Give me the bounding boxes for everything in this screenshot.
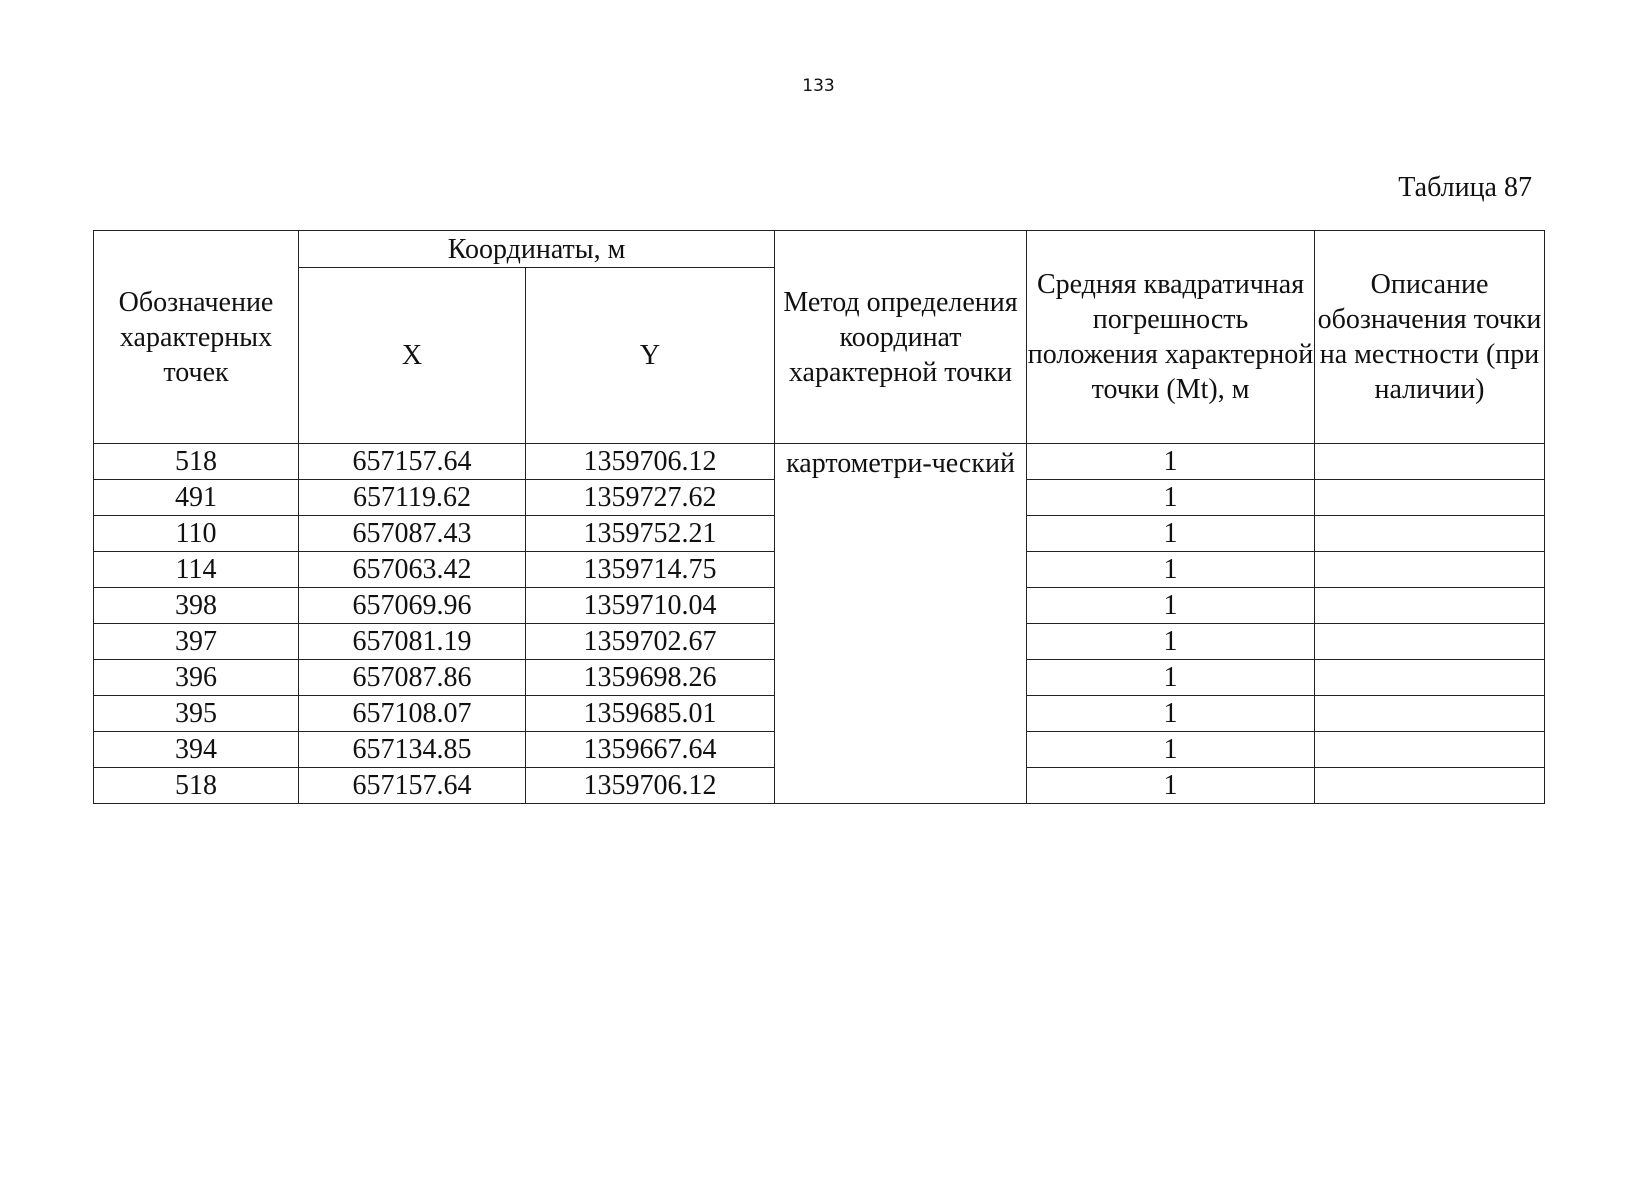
point-cell: 110 (94, 516, 299, 552)
point-cell: 398 (94, 588, 299, 624)
description-cell (1315, 768, 1545, 804)
x-cell: 657063.42 (299, 552, 526, 588)
table-caption: Таблица 87 (1398, 172, 1532, 203)
y-cell: 1359714.75 (526, 552, 775, 588)
point-cell: 518 (94, 444, 299, 480)
header-coordinates: Координаты, м (299, 231, 775, 268)
coordinates-table (93, 230, 1545, 804)
point-cell: 396 (94, 660, 299, 696)
table-row (94, 444, 1545, 480)
y-cell: 1359698.26 (526, 660, 775, 696)
x-cell: 657119.62 (299, 480, 526, 516)
description-cell (1315, 732, 1545, 768)
point-cell: 395 (94, 696, 299, 732)
y-cell: 1359706.12 (526, 444, 775, 480)
x-cell: 657108.07 (299, 696, 526, 732)
x-cell: 657157.64 (299, 444, 526, 480)
x-cell: 657087.86 (299, 660, 526, 696)
y-cell: 1359685.01 (526, 696, 775, 732)
method-cell: картометри-ческий (775, 444, 1027, 804)
mt-cell: 1 (1027, 768, 1315, 804)
page-number: 133 (802, 76, 835, 96)
x-cell: 657087.43 (299, 516, 526, 552)
y-cell: 1359752.21 (526, 516, 775, 552)
point-cell: 397 (94, 624, 299, 660)
mt-cell: 1 (1027, 444, 1315, 480)
description-cell (1315, 516, 1545, 552)
mt-cell: 1 (1027, 588, 1315, 624)
mt-cell: 1 (1027, 732, 1315, 768)
mt-cell: 1 (1027, 696, 1315, 732)
mt-cell: 1 (1027, 624, 1315, 660)
point-cell: 518 (94, 768, 299, 804)
y-cell: 1359667.64 (526, 732, 775, 768)
header-method: Метод определения координат характерной точки (775, 231, 1027, 444)
point-cell: 491 (94, 480, 299, 516)
mt-cell: 1 (1027, 552, 1315, 588)
description-cell (1315, 696, 1545, 732)
x-cell: 657157.64 (299, 768, 526, 804)
mt-cell: 1 (1027, 660, 1315, 696)
y-cell: 1359706.12 (526, 768, 775, 804)
x-cell: 657134.85 (299, 732, 526, 768)
description-cell (1315, 480, 1545, 516)
x-cell: 657069.96 (299, 588, 526, 624)
header-designation: Обозначение характерных точек (94, 231, 299, 444)
description-cell (1315, 660, 1545, 696)
description-cell (1315, 444, 1545, 480)
header-y: Y (526, 268, 775, 444)
y-cell: 1359710.04 (526, 588, 775, 624)
mt-cell: 1 (1027, 516, 1315, 552)
header-mean-square-error: Средняя квадратичная погрешность положения характерной точки (Mt), м (1027, 231, 1315, 444)
description-cell (1315, 624, 1545, 660)
point-cell: 114 (94, 552, 299, 588)
point-cell: 394 (94, 732, 299, 768)
header-x: X (299, 268, 526, 444)
mt-cell: 1 (1027, 480, 1315, 516)
description-cell (1315, 552, 1545, 588)
x-cell: 657081.19 (299, 624, 526, 660)
header-description: Описание обозначения точки на местности (при наличии) (1315, 231, 1545, 444)
y-cell: 1359702.67 (526, 624, 775, 660)
description-cell (1315, 588, 1545, 624)
y-cell: 1359727.62 (526, 480, 775, 516)
